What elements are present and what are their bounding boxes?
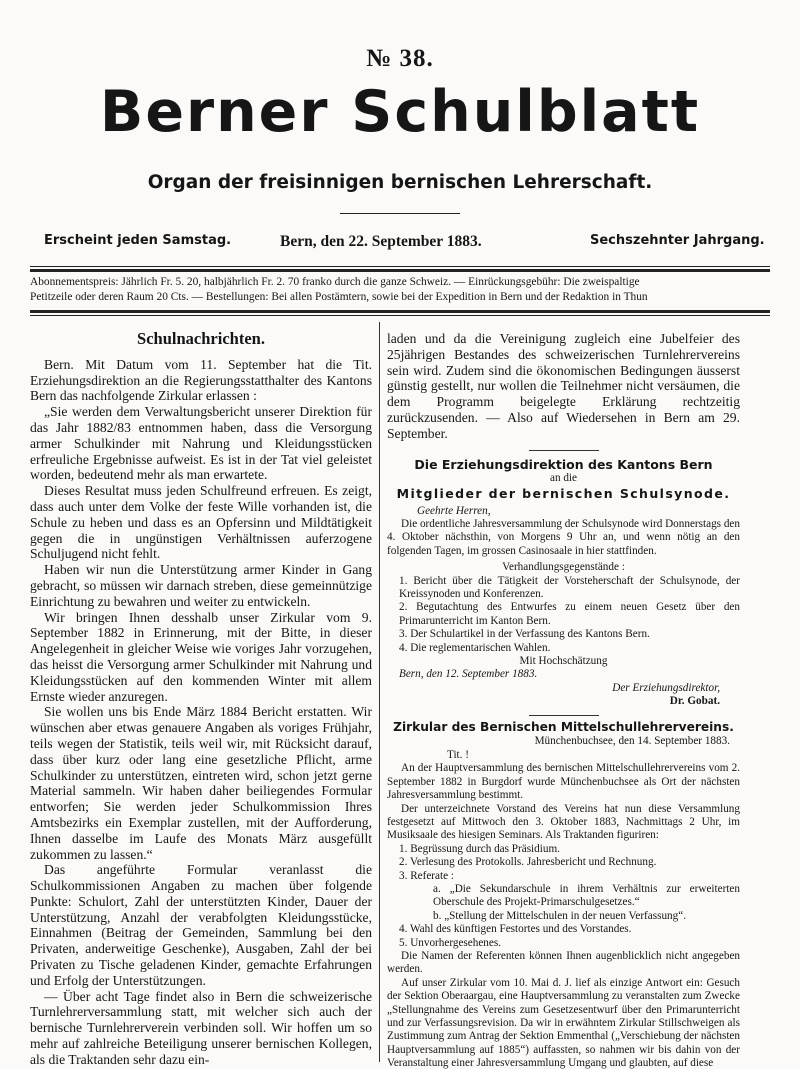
paragraph: Dieses Resultat muss jeden Schulfreund erfreuen. Es zeigt, dass auch unter dem Volke der feste Wille vorhanden ist, die Schule zu heben und dass es an Opfersinn und Mildtätigkeit gegen die in ungünstigen Verhältnissen auferzogene Schuljugend nicht fehlt. — [30, 483, 372, 562]
appearance-note: Erscheint jeden Samstag. — [44, 233, 232, 248]
notice2-item: 2. Verlesung des Protokolls. Jahresbericht und Rechnung. — [399, 856, 657, 869]
notice2-item: 3. Referate : — [399, 869, 454, 882]
paragraph: Sie wollen uns bis Ende März 1884 Bericht erstatten. Wir wünschen aber etwas genauere Angaben als voriges Frühjahr, teils wegen der Statistik, teils weil wir, mit Rücksicht darauf, dass über kurz oder lang eine gesetzliche Pflicht, arme Schulkinder zu unterstützen, eintreten wird, schon jetzt gerne Material sammeln. Wir haben daher beiliegendes Formular entworfen; Sie werden jeder Schulkommission Ihres Amtsbezirks ein Exemplar zustellen, mit der Aufforderung, Ihnen dasselbe im Laufe des Monats März ausgefüllt zukommen zu lassen.“ — [30, 704, 372, 862]
notice2-heading: Zirkular des Bernischen Mittelschullehrervereins. — [393, 719, 734, 734]
right-column — [387, 331, 740, 1069]
paragraph: Haben wir nun die Unterstützung armer Kinder in Gang gebracht, so müssen wir darnach streben, diese gemeinnützige Einrichtung zu bewahren und weiter zu entwickeln. — [30, 562, 372, 609]
rule-bottom-thick — [30, 310, 770, 313]
section-heading: Schulnachrichten. — [137, 329, 265, 348]
notice2-paragraph: Die Namen der Referenten können Ihnen augenblicklich nicht angegeben werden. — [387, 949, 740, 976]
issue-number: № 38. — [366, 45, 434, 72]
column-divider — [379, 322, 380, 1062]
notice-divider — [529, 450, 599, 451]
notice2-paragraph: Der unterzeichnete Vorstand des Vereins hat nun diese Versammlung festgesetzt auf Mittwoch den 3. Oktober 1883, Nachmittags 2 Uhr, im Musiksaale des hiesigen Seminars. Als Traktanden figuriren: — [387, 802, 740, 842]
notice1-salutation: Geehrte Herren, — [417, 504, 491, 517]
title-divider — [340, 213, 460, 214]
left-column — [30, 331, 372, 1068]
issue-date: Bern, den 22. September 1883. — [280, 233, 482, 250]
notice2-item: 5. Unvorhergesehenes. — [399, 936, 502, 949]
subscription-info — [30, 275, 770, 305]
notice2-item: 4. Wahl des künftigen Festortes und des Vorstandes. — [399, 923, 632, 936]
notice1-item: 1. Bericht über die Tätigkeit der Vorsteherschaft der Schulsynode, der Kreissynoden und Konferenzen. — [399, 574, 740, 601]
volume-note: Sechszehnter Jahrgang. — [590, 233, 765, 248]
notice1-an: an die — [549, 472, 578, 485]
notice2-subitem: a. „Die Sekundarschule in ihrem Verhältnis zur erweiterten Oberschule des Projekt-Primarschulgesetzes.“ — [433, 882, 740, 909]
notice1-item: 4. Die reglementarischen Wahlen. — [399, 641, 551, 654]
notice-divider — [529, 715, 599, 716]
newspaper-subtitle: Organ der freisinnigen bernischen Lehrerschaft. — [147, 172, 653, 193]
notice1-sign-name: Dr. Gobat. — [669, 695, 720, 708]
paragraph: Bern. Mit Datum vom 11. September hat die Tit. Erziehungsdirektion an die Regierungsstatthalter des Kantons Bern das nachfolgende Zirkular erlassen : — [30, 356, 372, 404]
notice1-item: 3. Der Schulartikel in der Verfassung des Kantons Bern. — [399, 628, 650, 641]
paragraph: Das angeführte Formular veranlasst die Schulkommissionen Angaben zu machen über folgende Punkte: Schulort, Zahl der unterstützten Kinder, Dauer der Unterstützung, Anzahl der verabfolgten Kleidungsstücke, Einnahmen (Beitrag der Gemeinden, Sammlung bei den Privaten, anderweitige Geschenke), Ausgaben, Zahl der bei Privaten zu Tische geladenen Kinder, gemachte Erfahrungen und Erfolg der Unterstützungen. — [30, 862, 372, 988]
notice1-heading: Die Erziehungsdirektion des Kantons Bern — [414, 456, 713, 472]
notice1-body: Die ordentliche Jahresversammlung der Schulsynode wird Donnerstags den 4. Oktober nächsthin, von Morgens 9 Uhr an, und wenn nötig an den folgenden Tagen, im grossen Casinosaale in hier stattfinden. — [387, 517, 740, 557]
paragraph: — Über acht Tage findet also in Bern die schweizerische Turnlehrerversammlung statt, mit welcher sich auch der bernische Turnlehrerverein verbinden soll. Wir hoffen um so mehr auf zahlreiche Beteiligung unserer bernischen Kollegen, als die Traktanden sehr dazu ein- — [30, 988, 372, 1067]
notice1-place-date: Bern, den 12. September 1883. — [399, 668, 538, 681]
subscription-line-2: Petitzeile oder deren Raum 20 Cts. — Bestellungen: Bei allen Postämtern, sowie bei der Expedition in Bern und der Redaktion in Thun — [30, 291, 648, 303]
notice1-addressee: Mitglieder der bernischen Schulsynode. — [396, 485, 731, 501]
paragraph: „Sie werden dem Verwaltungsbericht unserer Direktion für das Jahr 1882/83 entnommen haben, dass die Versorgung armer Schulkinder mit Nahrung und Kleidungsstücken erfreuliche Ergebnisse aufweist. Es ist in der Tat viel geleistet worden, bedeutend mehr als man erwartete. — [30, 404, 372, 483]
rule-top-thin — [30, 266, 770, 267]
paragraph-continued: laden und da die Vereinigung zugleich eine Jubelfeier des 25jährigen Bestandes des schweizerischen Turnlehrervereins sein wird. Zudem sind die ökonomischen Bedingungen äusserst günstig gestellt, nur wollen die Teilnehmer nicht versäumen, die dem Programm beigelegte Erklärung rechtzeitig zurückzusenden. — Also auf Wiedersehen in Bern am 29. September. — [387, 331, 740, 441]
notice1-regards: Mit Hochschätzung — [519, 655, 608, 668]
notice2-paragraph: An der Hauptversammlung des bernischen Mittelschullehrervereins vom 2. September 1882 in Burgdorf wurde Münchenbuchsee als Ort der nächsten Jahresversammlung bestimmt. — [387, 762, 740, 802]
notice1-agenda-title: Verhandlungsgegenstände : — [502, 561, 625, 574]
notice1-sign-title: Der Erziehungsdirektor, — [612, 681, 720, 694]
subscription-line-1: Abonnementspreis: Jährlich Fr. 5. 20, halbjährlich Fr. 2. 70 franko durch die ganze Schweiz. — Einrückungsgebühr: Die zweispaltige — [30, 276, 640, 288]
paragraph: Wir bringen Ihnen desshalb unser Zirkular vom 9. September 1882 in Erinnerung, mit der Bitte, in dieser Angelegenheit in gleicher Weise wie voriges Jahr vorzugehen, das heisst die Versorgung armer Schulkinder mit Nahrung und Kleidungsstücken auf den kommenden Winter mit allem Ernste wieder anzuregen. — [30, 609, 372, 704]
notice2-item: 1. Begrüssung durch das Präsidium. — [399, 842, 560, 855]
notice2-subitem: b. „Stellung der Mittelschulen in der neuen Verfassung“. — [433, 909, 687, 922]
newspaper-title: Berner Schulblatt — [99, 79, 701, 145]
notice2-place-date: Münchenbuchsee, den 14. September 1883. — [534, 735, 730, 748]
notice2-salutation: Tit. ! — [447, 748, 469, 761]
rule-bottom-thin — [30, 315, 770, 316]
notice1-item: 2. Begutachtung des Entwurfes zu einem neuen Gesetz über den Primarunterricht im Kanton Bern. — [399, 601, 740, 627]
rule-top-thick — [30, 269, 770, 272]
notice2-paragraph: Auf unser Zirkular vom 10. Mai d. J. lief als einzige Antwort ein: Gesuch der Sektion Oberaargau, eine Hauptversammlung zu veranstalten zum Zwecke „Stellungnahme des Vereins zum Gesetzesentwurf über den Primarunterricht und zur Verfassungsrevision. Da wir in erwähntem Zirkular Stillschweigen als Zustimmung zum Antrag der Sektion Emmenthal („Verschiebung der nächsten Hauptversammlung auf 1885“) auffassten, so nahmen wir bis dahin von der Veranstaltung einer Jahresversammlung Umgang und glaubten, auf diese — [387, 976, 740, 1069]
